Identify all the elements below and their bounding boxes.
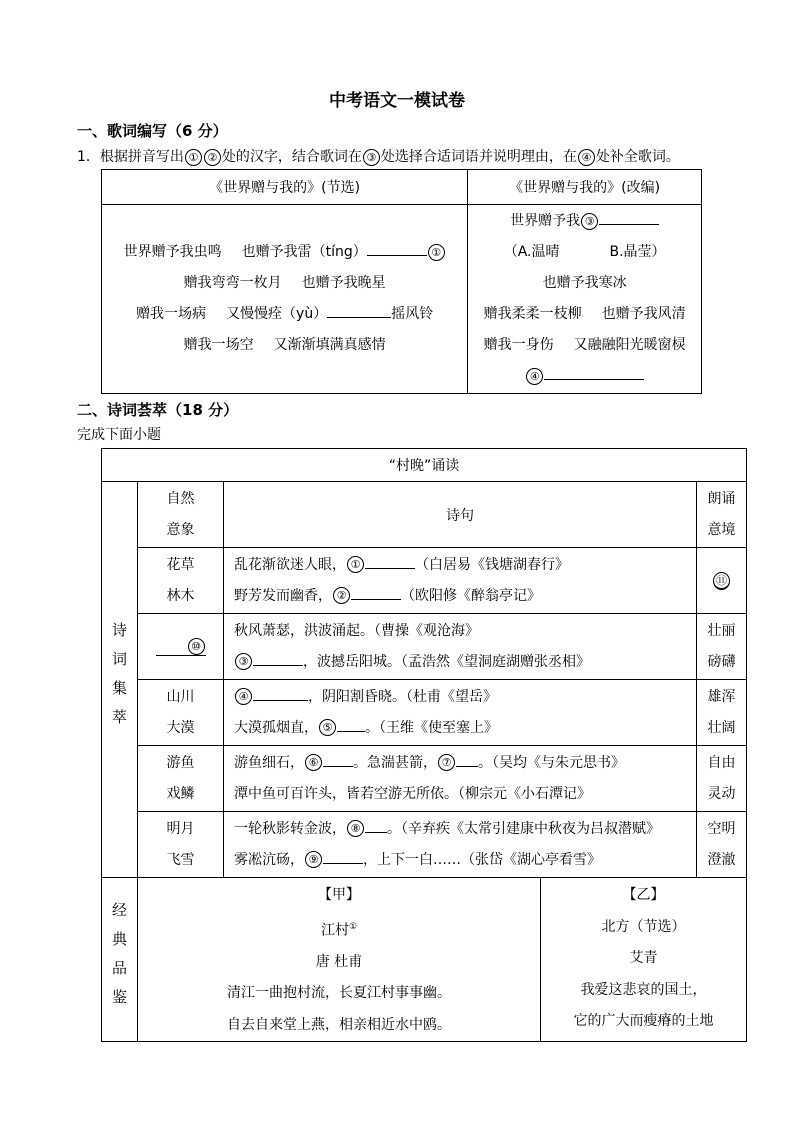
poem-line: 雾凇沆砀， ⑨ ，上下一白……（张岱《湖心亭看雪》 bbox=[234, 851, 601, 868]
poem-line: 它的广大而瘦瘠的土地 bbox=[573, 1013, 714, 1029]
blank-line bbox=[367, 255, 427, 256]
poem-title: 江村① bbox=[320, 921, 358, 939]
poem-line: 一轮秋影转金波， ⑧ 。（辛弃疾《太常引建康中秋夜为吕叔潜赋》 bbox=[234, 820, 660, 837]
nature-cell bbox=[138, 614, 224, 680]
nature-header: 自然 意象 bbox=[138, 482, 224, 548]
poem-cell bbox=[224, 548, 697, 614]
nature-cell: 游鱼 戏鳞 bbox=[138, 746, 224, 812]
poem-tag: 【甲】 bbox=[318, 887, 360, 903]
question-text-part: 根据拼音写出 bbox=[99, 149, 184, 165]
poem-line: 我爱这悲哀的国土， bbox=[580, 981, 707, 998]
appreciation-table bbox=[138, 878, 746, 1041]
poem-cell bbox=[224, 746, 697, 812]
choice-line: （A.温晴 B.晶莹） bbox=[503, 244, 666, 260]
circle-number: ⑤ bbox=[319, 719, 336, 736]
section2-intro: 完成下面小题 bbox=[77, 427, 161, 443]
mood-cell: 空明 澄澈 bbox=[697, 812, 747, 878]
lyrics-left-cell bbox=[102, 205, 468, 394]
poem-line: 自去自来堂上燕，相亲相近水中鸥。 bbox=[227, 1016, 451, 1033]
circle-number: ③ bbox=[581, 213, 598, 230]
poem-row bbox=[102, 548, 747, 614]
mood-header: 朗诵 意境 bbox=[697, 482, 747, 548]
circle-number: ② bbox=[204, 149, 221, 166]
mood-cell: 雄浑 壮阔 bbox=[697, 680, 747, 746]
question-text-part: 处选择合适词语并说明理由，在 bbox=[380, 149, 577, 165]
circle-number: ④ bbox=[578, 149, 595, 166]
circle-number: ① bbox=[428, 244, 445, 261]
poem-line: 野芳发而幽香， ② （欧阳修《醉翁亭记》 bbox=[234, 587, 541, 604]
circle-number: ⑧ bbox=[347, 820, 364, 837]
poem-line: 秋风萧瑟，洪波涌起。（曹操《观沧海》 bbox=[234, 622, 479, 639]
blank-line bbox=[544, 379, 644, 380]
section2-heading: 二、诗词荟萃（18 分） bbox=[77, 401, 239, 419]
circle-number: ② bbox=[333, 587, 350, 604]
blank-line bbox=[599, 224, 659, 225]
side-label-cell bbox=[102, 482, 138, 878]
poem-header: 诗句 bbox=[224, 482, 697, 548]
poetry-table-title: “村晚”诵读 bbox=[102, 449, 747, 482]
poem-line: 潭中鱼可百许头，皆若空游无所依。（柳宗元《小石潭记》 bbox=[234, 785, 591, 802]
circle-number: ⑨ bbox=[305, 851, 322, 868]
blank-line bbox=[365, 832, 387, 833]
circle-number: ③ bbox=[235, 653, 252, 670]
poem-title: 北方（节选） bbox=[601, 918, 686, 935]
appreciation-cell bbox=[138, 878, 747, 1042]
question-number: 1． bbox=[77, 149, 100, 165]
blank-line bbox=[351, 599, 401, 600]
circle-number: ④ bbox=[235, 688, 252, 705]
nature-cell: 明月 飞雪 bbox=[138, 812, 224, 878]
circle-number: ⑥ bbox=[305, 754, 322, 771]
lyric-line bbox=[468, 361, 701, 392]
poem-line: ④ ，阴阳割昏晓。（杜甫《望岳》 bbox=[234, 682, 696, 713]
blank-line bbox=[253, 700, 308, 701]
blank-line bbox=[327, 317, 391, 318]
lyric-line: 世界赠予我 ③ bbox=[468, 206, 701, 237]
poem-row bbox=[102, 812, 747, 878]
poem-yi bbox=[541, 878, 747, 1041]
poem-line: 清江一曲抱村流，长夏江村事事幽。 bbox=[227, 985, 451, 1002]
poem-jia bbox=[138, 878, 541, 1041]
circle-number: ④ bbox=[526, 368, 543, 385]
footnote-mark: ① bbox=[348, 921, 358, 932]
blank-line bbox=[365, 568, 415, 569]
section1-heading: 一、歌词编写（6 分） bbox=[77, 122, 228, 140]
blank-line bbox=[253, 665, 303, 666]
lyrics-right-header: 《世界赠与我的》(改编) bbox=[468, 170, 702, 205]
poem-author: 艾青 bbox=[629, 950, 658, 966]
poem-cell bbox=[224, 680, 697, 746]
question-text-part: 处的汉字，结合歌词在 bbox=[221, 149, 362, 165]
lyric-line: 赠我一场空 又渐渐填满真感情 bbox=[183, 337, 386, 353]
side-label: 经典品鉴 bbox=[110, 901, 128, 1018]
blank-line bbox=[456, 766, 478, 767]
poem-row bbox=[102, 614, 747, 680]
question-text-part: 处补全歌词。 bbox=[595, 149, 680, 165]
nature-cell: 花草 林木 bbox=[138, 548, 224, 614]
mood-cell: 壮丽 磅礴 bbox=[697, 614, 747, 680]
lyric-line: 赠我一身伤 又融融阳光暖窗棂 bbox=[483, 337, 686, 353]
lyric-line: 赠我一场病 又慢慢痊（yù） 摇风铃 bbox=[136, 306, 434, 322]
circle-number: ⑩ bbox=[188, 638, 205, 655]
lyric-line: 世界赠予我虫鸣 也赠予我雷（tíng） ① bbox=[102, 237, 467, 268]
mood-cell bbox=[697, 548, 747, 614]
poem-cell bbox=[224, 614, 697, 680]
circle-number: ① bbox=[185, 149, 202, 166]
poem-line: 游鱼细石， ⑥ 。急湍甚箭， ⑦ 。（吴均《与朱元思书》 bbox=[234, 754, 625, 771]
blank-line bbox=[323, 863, 363, 864]
lyric-line: 赠我柔柔一枝柳 也赠予我风清 bbox=[483, 306, 686, 322]
page-title: 中考语文一模试卷 bbox=[329, 91, 465, 111]
nature-cell: 山川 大漠 bbox=[138, 680, 224, 746]
circle-number: ① bbox=[347, 556, 364, 573]
poem-line: ③ ，波撼岳阳城。（孟浩然《望洞庭湖赠张丞相》 bbox=[234, 647, 696, 678]
circle-number: ⑦ bbox=[438, 754, 455, 771]
question-1 bbox=[77, 146, 680, 166]
poem-row bbox=[102, 746, 747, 812]
lyrics-right-cell bbox=[468, 205, 702, 394]
mood-cell: 自由 灵动 bbox=[697, 746, 747, 812]
circle-number: ③ bbox=[363, 149, 380, 166]
poem-row bbox=[102, 680, 747, 746]
blank-line bbox=[323, 766, 353, 767]
poetry-table bbox=[101, 448, 747, 1042]
lyric-line: 赠我弯弯一枚月 也赠予我晚星 bbox=[183, 275, 386, 291]
poem-cell bbox=[224, 812, 697, 878]
circle-number: ⑪ bbox=[713, 572, 730, 590]
lyric-line: 也赠予我寒冰 bbox=[542, 275, 627, 291]
side-label: 诗词集萃 bbox=[110, 621, 128, 738]
blank-line bbox=[156, 638, 206, 656]
side-label-cell bbox=[102, 878, 138, 1042]
blank-line bbox=[337, 731, 365, 732]
lyrics-left-header: 《世界赠与我的》(节选) bbox=[102, 170, 468, 205]
poem-tag: 【乙】 bbox=[622, 887, 665, 903]
lyrics-table bbox=[101, 169, 702, 394]
poem-line: 大漠孤烟直， ⑤ 。（王维《使至塞上》 bbox=[234, 719, 498, 736]
poem-author: 唐 杜甫 bbox=[315, 953, 363, 970]
poem-line: 乱花渐欲迷人眼， ① （白居易《钱塘湖春行》 bbox=[234, 556, 569, 573]
